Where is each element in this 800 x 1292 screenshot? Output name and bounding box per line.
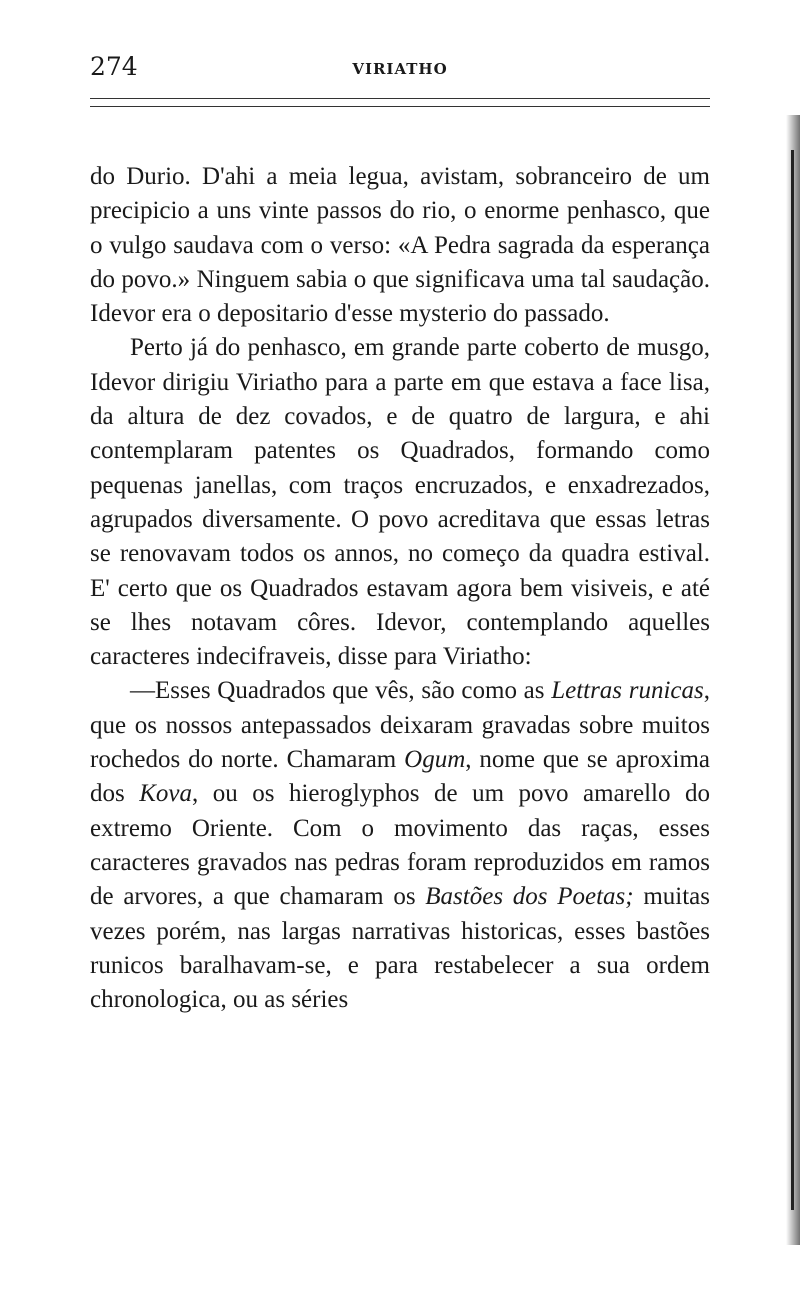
text-run: Perto já do penhasco, em grande parte coberto de musgo, Idevor dirigiu Viriatho para a parte em que estava a face lisa, da altura de dez covados, e de quatro de largura, e ahi contemplaram patentes os Quadrados, formando como pequenas janellas, com traços encruzados, e enxadrezados, agrupados diversamente. O povo acreditava que essas letras se renovavam todos os annos, no começo da quadra estival. E' certo que os Quadrados estavam agora bem visiveis, e até se lhes notavam côres. Idevor, contemplando aquelles caracteres indecifraveis, disse para Viriatho: <box>90 334 710 671</box>
paragraph <box>90 160 710 331</box>
body-text <box>90 160 710 1017</box>
text-run: , ou os hieroglyphos de um povo amarello do extremo Oriente. Com o movimento das raças, esses caracteres gravados nas pedras foram reproduzidos em ramos de arvores, a que chamaram os <box>90 780 711 911</box>
header-rule-bottom <box>90 106 710 107</box>
text-run: do Durio. D'ahi a meia legua, avistam, sobranceiro de um precipicio a uns vinte passos do rio, o enorme penhasco, que o vulgo saudava com o verso: «A Pedra sagrada da esperança do povo.» Ninguem sabia o que significava uma tal saudação. Idevor era o depositario d'esse mysterio do passado. <box>90 163 710 328</box>
text-run: , que os nossos antepassados deixaram gravadas sobre muitos rochedos do norte. Chamaram <box>90 677 710 774</box>
text-run: muitas vezes porém, nas largas narrativas historicas, esses bastões runicos baralhavam-se, e para restabelecer a sua ordem chronologica, ou as séries <box>90 883 710 1014</box>
page-edge-line <box>791 150 794 1210</box>
paragraph <box>90 674 710 1017</box>
italic-term: Lettras runicas <box>551 677 704 705</box>
text-run: —Esses Quadrados que vês, são como as <box>130 677 552 705</box>
italic-term: Kova <box>139 780 193 808</box>
header-rule-top <box>90 98 710 99</box>
italic-term: Ogum <box>404 746 466 774</box>
paragraph <box>90 331 710 674</box>
italic-term: Bastões dos Poetas; <box>425 883 634 911</box>
running-title: VIRIATHO <box>352 60 448 78</box>
text-run: , nome que se aproxima dos <box>90 746 710 808</box>
running-head <box>90 52 710 84</box>
page-number: 274 <box>90 52 138 81</box>
